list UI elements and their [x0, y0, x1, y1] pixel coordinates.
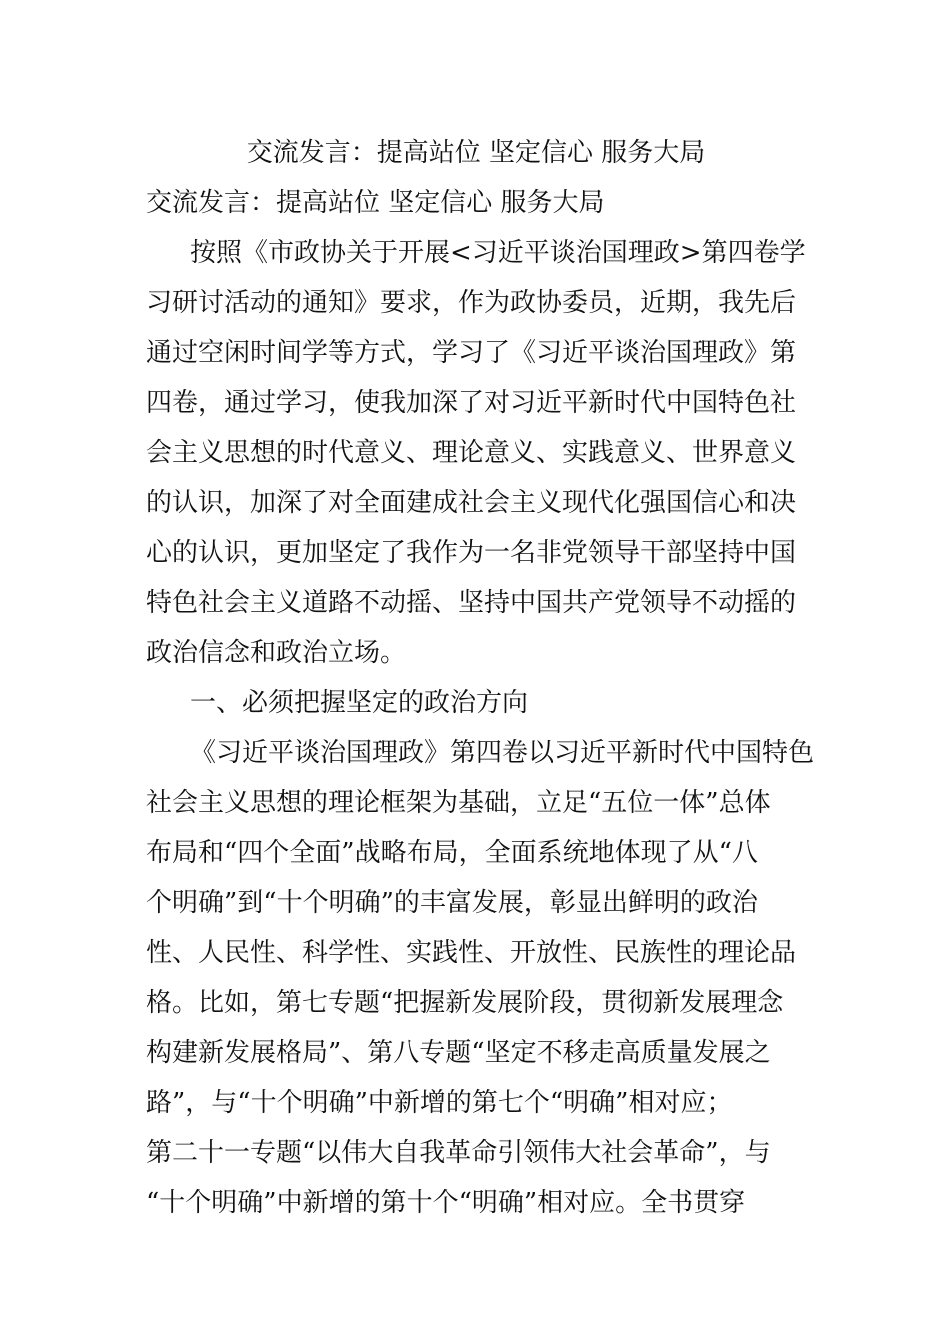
paragraph-line: 特色社会主义道路不动摇、坚持中国共产党领导不动摇的 — [146, 588, 797, 618]
paragraph-line: 社会主义思想的理论框架为基础，立足“五位一体”总体 — [146, 788, 771, 818]
subtitle-line: 交流发言：提高站位 坚定信心 服务大局 — [146, 188, 605, 218]
document-body — [146, 128, 815, 1228]
paragraph-line: 第二十一专题“以伟大自我革命引领伟大社会革命”，与 — [146, 1138, 771, 1168]
section-heading: 一、必须把握坚定的政治方向 — [190, 688, 529, 718]
paragraph-line: 路”，与“十个明确”中新增的第七个“明确”相对应； — [146, 1088, 733, 1118]
paragraph-line: 政治信念和政治立场。 — [146, 638, 407, 668]
paragraph-line: 性、人民性、科学性、实践性、开放性、民族性的理论品 — [146, 938, 797, 968]
document-title: 交流发言：提高站位 坚定信心 服务大局 — [246, 138, 706, 168]
paragraph-line: 四卷，通过学习，使我加深了对习近平新时代中国特色社 — [146, 388, 797, 418]
paragraph-line: 习研讨活动的通知》要求，作为政协委员，近期，我先后 — [146, 288, 797, 318]
paragraph-line: “十个明确”中新增的第十个“明确”相对应。全书贯穿 — [146, 1188, 746, 1218]
paragraph-line: 会主义思想的时代意义、理论意义、实践意义、世界意义 — [146, 438, 797, 468]
paragraph-line: 构建新发展格局”、第八专题“坚定不移走高质量发展之 — [146, 1038, 771, 1068]
paragraph-line: 心的认识，更加坚定了我作为一名非党领导干部坚持中国 — [146, 538, 797, 568]
paragraph-line: 个明确”到“十个明确”的丰富发展，彰显出鲜明的政治 — [146, 888, 758, 918]
paragraph-line: 的认识，加深了对全面建成社会主义现代化强国信心和决 — [146, 488, 797, 518]
paragraph-line: 布局和“四个全面”战略布局，全面系统地体现了从“八 — [146, 838, 758, 868]
paragraph-line: 《习近平谈治国理政》第四卷以习近平新时代中国特色 — [190, 738, 815, 768]
paragraph-line: 格。比如，第七专题“把握新发展阶段，贯彻新发展理念 — [146, 988, 784, 1018]
paragraph-line: 按照《市政协关于开展<习近平谈治国理政>第四卷学 — [190, 238, 806, 268]
paragraph-line: 通过空闲时间学等方式，学习了《习近平谈治国理政》第 — [146, 338, 797, 368]
